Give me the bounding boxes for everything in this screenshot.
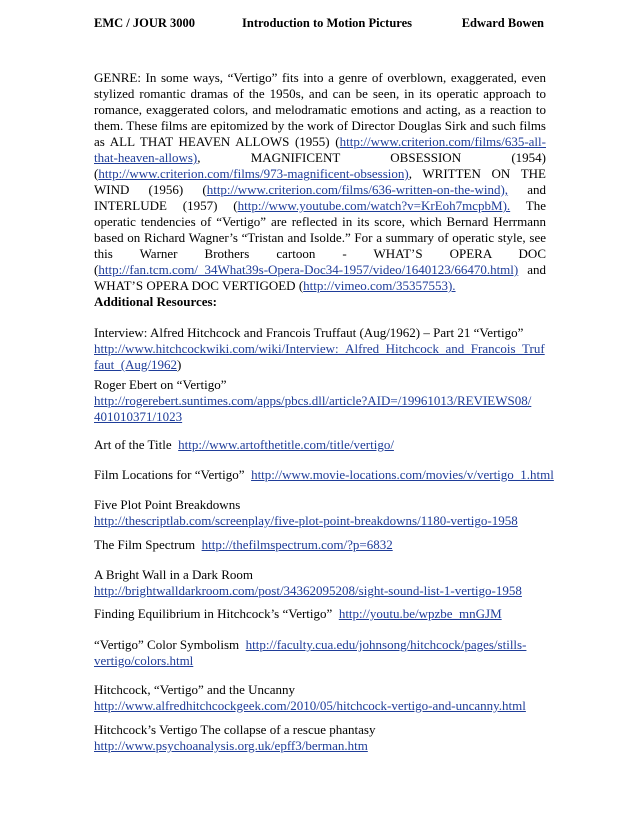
genre-section: [94, 70, 546, 294]
link-whats-opera-doc[interactable]: http://fan.tcm.com/_34What39s-Opera-Doc34-1957/video/1640123/66470.html): [98, 262, 519, 277]
resource-link-line: [94, 738, 554, 754]
resource-title: The Film Spectrum: [94, 537, 196, 552]
genre-text-2: , MAGNIFICENT OBSESSION (1954) (: [94, 150, 546, 181]
resource-item: [94, 437, 554, 453]
link-written-on-the-wind[interactable]: http://www.criterion.com/films/636-written-on-the-wind),: [206, 182, 509, 197]
resource-item: [94, 377, 534, 425]
resource-item: [94, 537, 554, 553]
genre-text-4: and INTERLUDE (1957) (: [94, 182, 546, 213]
resource-link[interactable]: http://rogerebert.suntimes.com/apps/pbcs.dll/article?AID=/19961013/REVIEWS08/401010371/1023: [94, 393, 532, 424]
genre-text-6: and WHAT’S OPERA DOC VERTIGOED (: [94, 262, 546, 293]
resource-title: Finding Equilibrium in Hitchcock’s “Vertigo”: [94, 606, 333, 621]
resource-link[interactable]: http://www.psychoanalysis.org.uk/epff3/berman.htm: [94, 738, 368, 753]
resource-link[interactable]: http://youtu.be/wpzbe_mnGJM: [338, 606, 502, 621]
link-interlude-youtube[interactable]: http://www.youtube.com/watch?v=KrEoh7mcpbM).: [237, 198, 511, 213]
resource-link[interactable]: http://faculty.cua.edu/johnsong/hitchcock/pages/stills-vertigo/colors.html: [94, 637, 527, 668]
link-magnificent-obsession[interactable]: http://www.criterion.com/films/973-magnificent-obsession): [98, 166, 409, 181]
resource-title: Hitchcock’s Vertigo The collapse of a rescue phantasy: [94, 722, 376, 737]
resource-title: Art of the Title: [94, 437, 172, 452]
resource-link[interactable]: http://www.artofthetitle.com/title/vertigo/: [178, 437, 394, 452]
resource-link-line: [94, 341, 546, 373]
genre-label: GENRE:: [94, 70, 141, 85]
resource-item: [94, 497, 554, 529]
resource-item: [94, 682, 554, 714]
genre-paragraph: [94, 70, 546, 294]
course-title: Introduction to Motion Pictures: [242, 16, 413, 30]
resource-link-line: [94, 393, 534, 425]
resource-link-line: [94, 513, 554, 529]
resource-trailing-text: ): [177, 357, 182, 372]
link-all-that-heaven-allows[interactable]: http://www.criterion.com/films/635-all-that-heaven-allows): [94, 134, 546, 165]
course-code: EMC / JOUR 3000: [94, 16, 196, 30]
resource-link[interactable]: http://thescriptlab.com/screenplay/five-plot-point-breakdowns/1180-vertigo-1958: [94, 513, 518, 528]
resource-title: Interview: Alfred Hitchcock and Francois Truffaut (Aug/1962) – Part 21 “Vertigo”: [94, 325, 524, 340]
resource-link-line: [94, 637, 546, 669]
resource-title: Hitchcock, “Vertigo” and the Uncanny: [94, 682, 296, 697]
genre-text-3: , WRITTEN ON THE WIND (1956) (: [94, 166, 546, 197]
page-header: [94, 15, 544, 31]
resource-title: Five Plot Point Breakdowns: [94, 497, 241, 512]
resource-title: A Bright Wall in a Dark Room: [94, 567, 254, 582]
resource-link-line: [94, 583, 554, 599]
genre-text-5: The operatic tendencies of “Vertigo” are reflected in its score, which Bernard Herrmann based on Richard Wagner’s “Tristan and Isolde.” For a summary of operatic style, see this Warner Brothers cartoon - WHAT’S OPERA DOC (: [94, 198, 546, 277]
resource-link[interactable]: http://www.alfredhitchcockgeek.com/2010/05/hitchcock-vertigo-and-uncanny.html: [94, 698, 526, 713]
resource-item: [94, 637, 546, 669]
resource-item: [94, 567, 554, 599]
resource-title: Film Locations for “Vertigo”: [94, 467, 245, 482]
resource-link-line: [94, 698, 554, 714]
resource-link[interactable]: http://thefilmspectrum.com/?p=6832: [201, 537, 393, 552]
resource-link[interactable]: http://www.hitchcockwiki.com/wiki/Interview:_Alfred_Hitchcock_and_Francois_Truffaut_(Aug/1962: [94, 341, 545, 372]
resource-item: [94, 722, 554, 754]
author-name: Edward Bowen: [461, 16, 544, 30]
resource-item: [94, 325, 546, 373]
genre-text-1: In some ways, “Vertigo” fits into a genre of overblown, exaggerated, even stylized romantic dramas of the 1950s, and can be seen, in its operatic approach to romance, exaggerated colors, and melodramatic emotions and acting, as a reaction to them. These films are epitomized by the work of Director Douglas Sirk and such films as ALL THAT HEAVEN ALLOWS (1955) (: [94, 70, 546, 149]
resource-item: [94, 467, 554, 483]
resource-link[interactable]: http://brightwalldarkroom.com/post/34362095208/sight-sound-list-1-vertigo-1958: [94, 583, 522, 598]
resource-title: Roger Ebert on “Vertigo”: [94, 377, 227, 392]
resource-link[interactable]: http://www.movie-locations.com/movies/v/vertigo_1.html: [251, 467, 554, 482]
link-whats-opera-doc-vertigoed[interactable]: http://vimeo.com/35357553).: [303, 278, 456, 293]
resource-title: “Vertigo” Color Symbolism: [94, 637, 240, 652]
resource-item: [94, 606, 554, 622]
resources-heading: Additional Resources:: [94, 294, 217, 309]
